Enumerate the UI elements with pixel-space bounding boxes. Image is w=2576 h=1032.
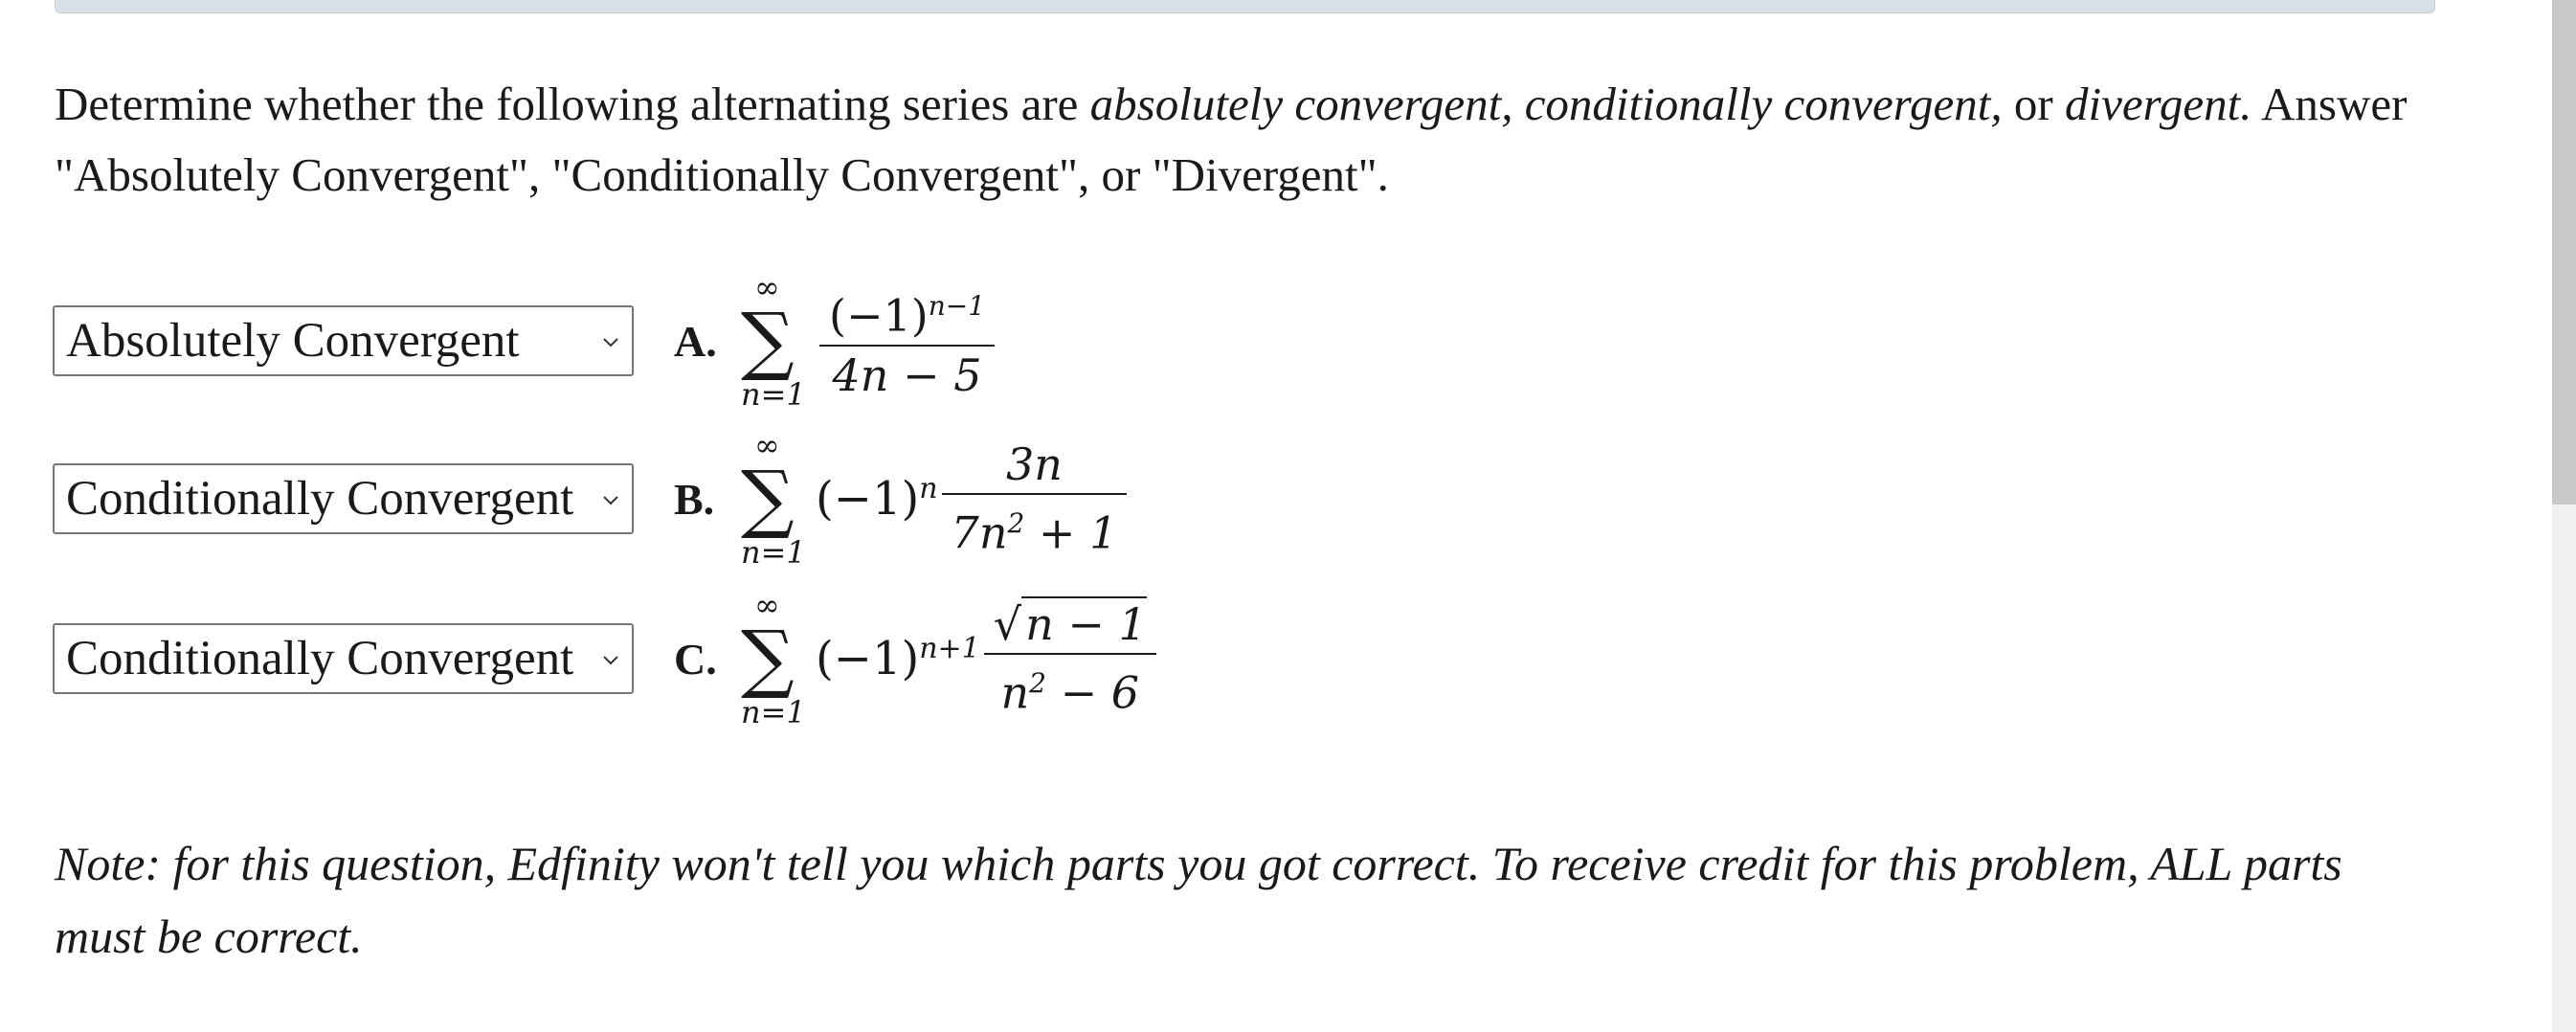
summation-b <box>741 427 816 571</box>
fraction-a <box>819 278 995 403</box>
denominator-base: 7n <box>951 506 1008 559</box>
problem-row-a <box>53 269 995 413</box>
denominator-exponent: 2 <box>1007 507 1025 540</box>
denominator-c <box>992 655 1150 721</box>
radicand: n − 1 <box>1021 596 1147 650</box>
select-value-b: Conditionally Convergent <box>66 472 574 526</box>
denominator-b <box>942 495 1128 561</box>
fraction-b <box>942 436 1128 561</box>
numerator-c <box>984 595 1156 653</box>
answer-select-a[interactable] <box>53 305 634 376</box>
chevron-down-icon <box>601 490 620 509</box>
denominator-a: 4n − 5 <box>832 348 982 401</box>
summation-a <box>741 269 816 413</box>
part-label-c: C. <box>674 634 717 684</box>
sigma-symbol: ∑ <box>741 298 795 384</box>
sigma-symbol: ∑ <box>741 616 795 702</box>
denominator-tail: − 6 <box>1045 666 1140 719</box>
problem-row-c <box>53 587 1156 730</box>
factor-exponent: n+1 <box>919 632 980 665</box>
sigma-symbol: ∑ <box>741 456 795 542</box>
answer-select-c[interactable] <box>53 623 634 694</box>
numerator-b: 3n <box>1005 438 1063 491</box>
instructions-text <box>55 69 2448 211</box>
select-value-a: Absolutely Convergent <box>66 314 520 368</box>
part-label-b: B. <box>674 474 715 524</box>
summation-c <box>741 587 816 730</box>
instructions-part-1: Determine whether the following alternating series are <box>55 78 1090 130</box>
problem-row-b <box>53 427 1127 571</box>
answer-select-b[interactable] <box>53 463 634 534</box>
sum-lower-limit: n=1 <box>741 694 806 730</box>
denominator-tail: + 1 <box>1024 506 1118 559</box>
fraction-c <box>984 595 1156 721</box>
scrollbar-thumb[interactable] <box>2552 0 2576 505</box>
series-formula-c <box>741 587 1156 730</box>
sum-upper-limit: ∞ <box>754 427 780 463</box>
sum-lower-limit: n=1 <box>741 534 806 571</box>
square-root-sign: √ <box>993 598 1022 651</box>
instructions-emphasis-1: absolutely convergent, conditionally convergent, <box>1089 78 2003 130</box>
factor-base: (−1) <box>816 472 920 526</box>
select-value-c: Conditionally Convergent <box>66 632 574 685</box>
sum-lower-limit: n=1 <box>741 376 806 413</box>
series-formula-a <box>741 269 995 413</box>
numerator-a <box>819 278 995 344</box>
sum-upper-limit: ∞ <box>754 269 780 305</box>
header-bar <box>55 0 2435 13</box>
grading-note: Note: for this question, Edfinity won't tell you which parts you got correct. To receive credit for this problem, ALL parts must be correct. <box>55 837 2342 963</box>
instructions-emphasis-2: divergent. <box>2064 78 2252 130</box>
alternating-factor-b <box>816 472 938 526</box>
numerator-exponent: n−1 <box>928 290 986 323</box>
part-label-a: A. <box>674 316 717 366</box>
denominator-base: n <box>1000 666 1030 719</box>
series-formula-b <box>741 427 1127 571</box>
instructions-part-3: Answer "Absolutely Convergent", "Conditionally Convergent", or "Divergent". <box>55 78 2408 201</box>
alternating-factor-c <box>816 632 980 685</box>
denominator-exponent: 2 <box>1029 667 1046 700</box>
chevron-down-icon <box>601 650 620 669</box>
factor-exponent: n <box>919 472 938 505</box>
instructions-part-2: or <box>2002 78 2065 130</box>
chevron-down-icon <box>601 332 620 351</box>
factor-base: (−1) <box>816 632 920 685</box>
sum-upper-limit: ∞ <box>754 587 780 623</box>
numerator-base: (−1) <box>829 289 929 342</box>
